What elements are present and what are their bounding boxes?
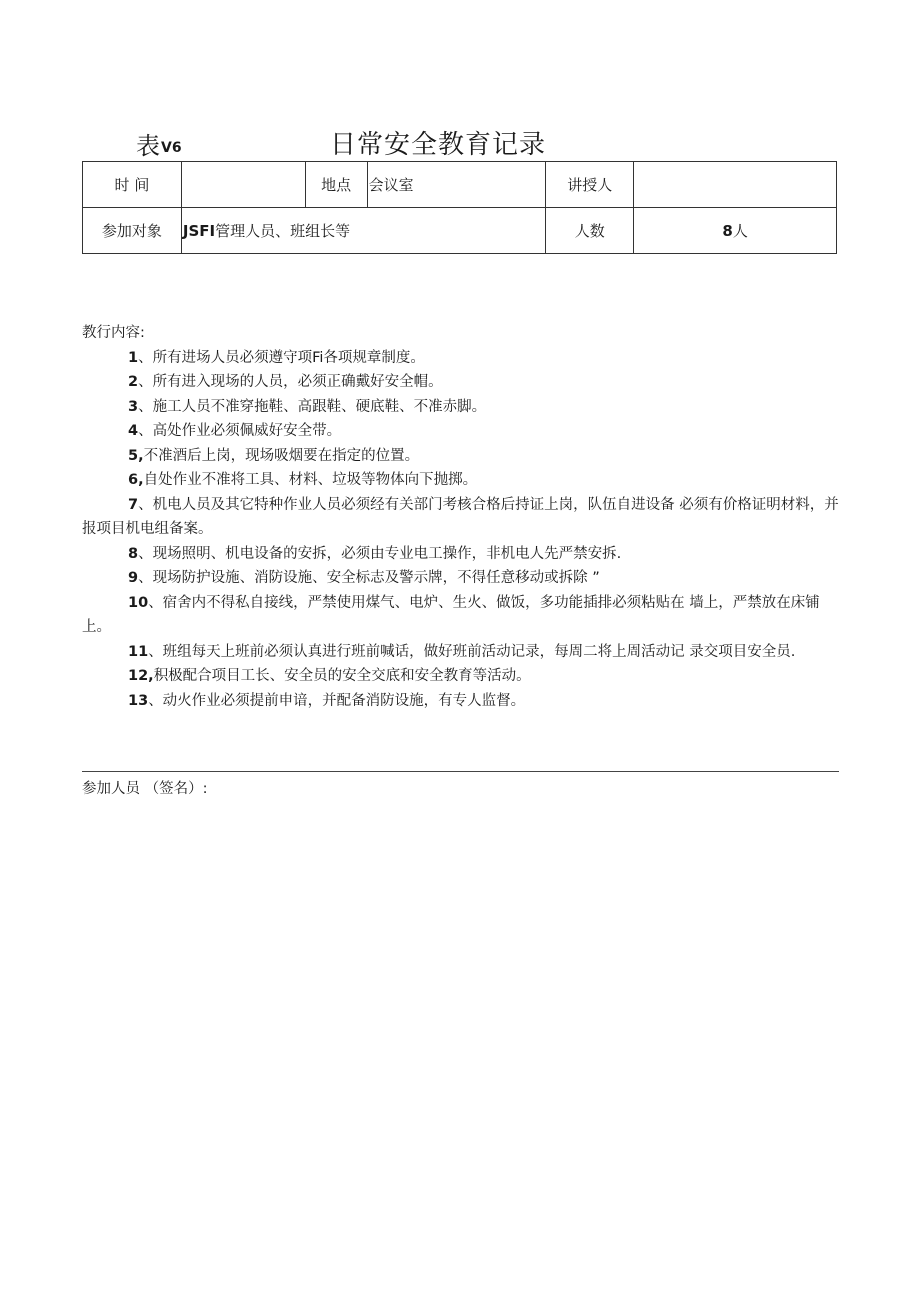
content-heading: 教行内容: xyxy=(82,325,145,341)
item-text: 自处作业不准将工具、材料、垃圾等物体向下抛掷。 xyxy=(143,472,478,488)
item-text: 、所有进入现场的人员，必须正确戴好安全帽。 xyxy=(138,374,443,390)
content-item-11 xyxy=(82,640,842,665)
participants-text: 管理人员、班组长等 xyxy=(215,222,351,240)
time-value xyxy=(181,162,305,208)
participants-prefix: JSFI xyxy=(182,222,216,240)
content-item-3 xyxy=(82,395,842,420)
item-text: 、现场照明、机电设备的安拆，必须由专业电工操作，非机电人先严禁安拆. xyxy=(138,545,622,562)
item-text: 不准酒后上岗，现场吸烟要在指定的位置。 xyxy=(143,447,420,464)
section-divider xyxy=(82,771,839,772)
info-row-2 xyxy=(83,208,837,254)
item-number: 10 xyxy=(128,594,149,611)
content-item-13 xyxy=(82,689,842,714)
item-text: 、现场防护设施、消防设施、安全标志及警示牌，不得任意移动或拆除 ” xyxy=(138,570,600,586)
signature-label: 参加人员 （签名）: xyxy=(82,781,208,797)
item-number: 4 xyxy=(128,423,139,439)
content-item-9 xyxy=(82,566,842,591)
content-item-4 xyxy=(82,419,842,444)
table-number-prefix: 表 xyxy=(136,132,160,160)
content-item-1 xyxy=(82,346,842,371)
content-item-6 xyxy=(82,468,842,493)
participants-label: 参加对象 xyxy=(83,208,182,254)
count-label: 人数 xyxy=(546,208,634,254)
item-number: 12, xyxy=(128,668,154,684)
location-label: 地点 xyxy=(305,162,367,208)
item-number: 13 xyxy=(128,692,149,709)
item-text: 、施工人员不准穿拖鞋、高跟鞋、硬底鞋、不准赤脚。 xyxy=(138,398,487,415)
count-number: 8 xyxy=(722,222,733,240)
item-text: 、动火作业必须提前申谙，并配备消防设施，有专人监督。 xyxy=(148,692,526,709)
location-value: 会议室 xyxy=(367,162,546,208)
item-number: 7 xyxy=(128,496,139,513)
title-row xyxy=(0,120,920,160)
item-text: 、机电人员及其它特种作业人员必须经有关部门考核合格后持证上岗，队伍自进设备 必须有价格证明材料，并报项目机电组备案。 xyxy=(82,496,839,537)
item-text: 、高处作业必须佩威好安全带。 xyxy=(138,423,342,439)
item-text: 、班组每天上班前必须认真进行班前喊话，做好班前活动记录，每周二将上周活动记 录交项目安全员. xyxy=(148,643,796,660)
content-item-12 xyxy=(82,664,842,689)
table-number xyxy=(136,126,182,161)
document-title: 日常安全教育记录 xyxy=(330,130,547,160)
item-number: 6, xyxy=(128,472,144,488)
item-number: 8 xyxy=(128,545,139,562)
item-number: 11 xyxy=(128,643,149,660)
content-item-7 xyxy=(82,493,842,542)
education-content xyxy=(82,321,842,713)
content-item-5 xyxy=(82,444,842,469)
item-number: 1 xyxy=(128,349,139,366)
content-item-2 xyxy=(82,370,842,395)
count-value xyxy=(634,208,837,254)
participants-value xyxy=(181,208,545,254)
info-row-1 xyxy=(83,162,837,208)
item-text: 、所有进场人员必须遵守项Fi各项规章制度。 xyxy=(138,349,425,366)
table-number-code: V6 xyxy=(161,140,182,156)
count-unit: 人 xyxy=(732,222,748,240)
time-label: 时 间 xyxy=(83,162,182,208)
item-text: 积极配合项目工长、安全员的安全交底和安全教育等活动。 xyxy=(153,668,531,684)
content-item-8 xyxy=(82,542,842,567)
info-table xyxy=(82,161,837,254)
item-number: 5, xyxy=(128,447,144,464)
item-number: 9 xyxy=(128,570,139,586)
item-number: 3 xyxy=(128,398,139,415)
item-text: 、宿舍内不得私自接线，严禁使用煤气、电炉、生火、做饭，多功能插排必须粘贴在 墙上，严禁放在床铺上。 xyxy=(82,594,820,635)
content-item-10 xyxy=(82,591,842,640)
lecturer-value xyxy=(634,162,837,208)
lecturer-label: 讲授人 xyxy=(546,162,634,208)
item-number: 2 xyxy=(128,374,139,390)
